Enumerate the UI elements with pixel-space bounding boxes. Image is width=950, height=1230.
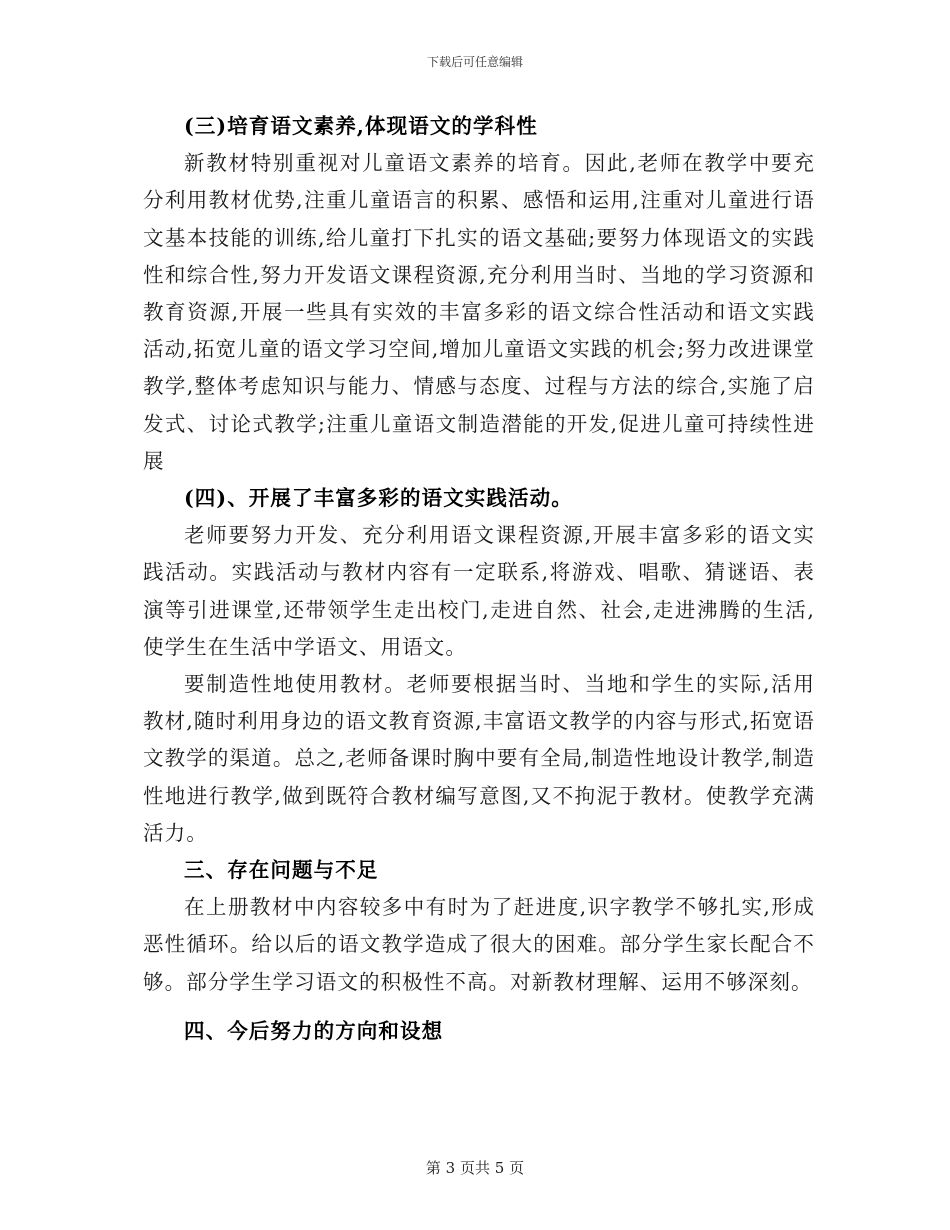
paragraph: 新教材特别重视对儿童语文素养的培育。因此,老师在教学中要充分利用教材优势,注重儿童语言的积累、感悟和运用,注重对儿童进行语文基本技能的训练,给儿童打下扎实的语文基础;要努力体现语文的实践性和综合性,努力开发语文课程资源,充分利用当时、当地的学习资源和教育资源,开展一些具有实效的丰富多彩的语文综合性活动和语文实践活动,拓宽儿童的语文学习空间,增加儿童语文实践的机会;努力改进课堂教学,整体考虑知识与能力、情感与态度、过程与方法的综合,实施了启发式、讨论式教学;注重儿童语文制造潜能的开发,促进儿童可持续性进展 xyxy=(143,151,815,473)
paragraph: 在上册教材中内容较多中有时为了赶进度,识字教学不够扎实,形成恶性循环。给以后的语文教学造成了很大的困难。部分学生家长配合不够。部分学生学习语文的积极性不高。对新教材理解、运用不够深刻。 xyxy=(143,895,815,994)
paragraph: 老师要努力开发、充分利用语文课程资源,开展丰富多彩的语文实践活动。实践活动与教材内容有一定联系,将游戏、唱歌、猜谜语、表演等引进课堂,还带领学生走出校门,走进自然、社会,走进沸腾的生活,使学生在生活中学语文、用语文。 xyxy=(143,523,815,659)
section-heading-4: (四)、开展了丰富多彩的语文实践活动。 xyxy=(184,486,573,511)
section-heading-3: (三)培育语文素养,体现语文的学科性 xyxy=(184,114,538,138)
section-heading-problems: 三、存在问题与不足 xyxy=(184,858,379,883)
page-header: 下载后可任意编辑 xyxy=(426,55,523,69)
page-footer: 第 3 页共 5 页 xyxy=(425,1159,525,1177)
paragraph: 要制造性地使用教材。老师要根据当时、当地和学生的实际,活用教材,随时利用身边的语文教育资源,丰富语文教学的内容与形式,拓宽语文教学的渠道。总之,老师备课时胸中要有全局,制造性地设计教学,制造性地进行教学,做到既符合教材编写意图,又不拘泥于教材。使教学充满活力。 xyxy=(143,672,815,845)
section-heading-future: 四、今后努力的方向和设想 xyxy=(184,1018,444,1043)
document-body xyxy=(143,108,815,1050)
